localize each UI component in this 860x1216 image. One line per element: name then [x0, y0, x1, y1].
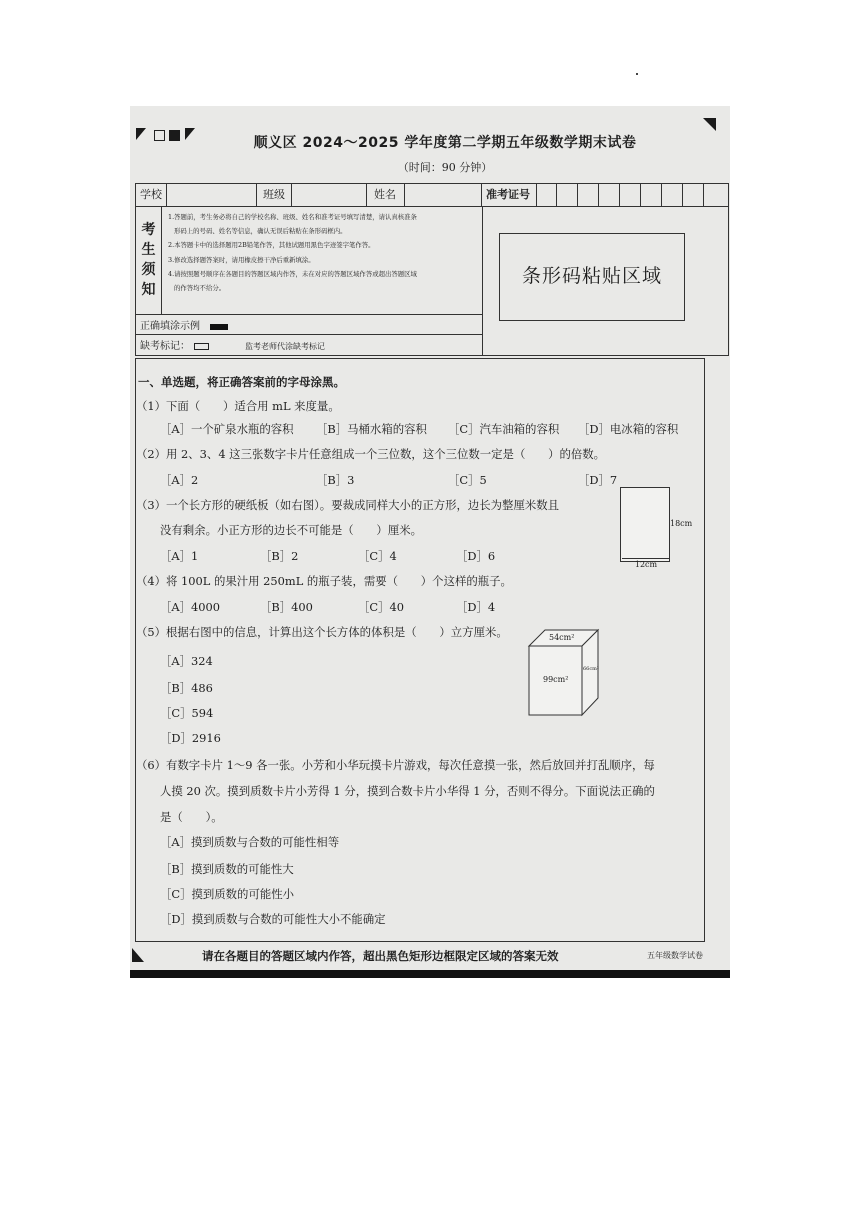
stray-dot — [636, 73, 638, 75]
q3-stem-1: （3）一个长方形的硬纸板（如右图）。要裁成同样大小的正方形，边长为整厘米数且 — [136, 498, 560, 512]
q6-line-2: 人摸 20 次。摸到质数卡片小芳得 1 分，摸到合数卡片小华得 1 分，否则不得分。下面说法正确的 — [160, 784, 655, 798]
absent-box-icon — [194, 343, 209, 350]
q2-option-d: ［D］7 — [578, 473, 618, 487]
q5-stem: （5）根据右图中的信息，计算出这个长方体的体积是（ ）立方厘米。 — [136, 625, 508, 639]
notice-text: 1.答题前，考生务必将自己的学校名称、班级、姓名和准考证号填写清楚，请认真核准条 形码上的号码、姓名等信息，确认无误后粘贴在条形码框内。 2.本答题卡中的选择题用2B铅笔作答，其他试题用黑色字迹签字笔作答。 3.修改选择题答案时，请用橡皮擦干净后重新填涂。 4.请按照题号顺序在各题目的答题区域内作答，未在对应的答题区域作答或超出答题区域 的作答均不给分。 — [168, 213, 417, 293]
fill-example: 正确填涂示例 — [140, 317, 228, 332]
class-label: 班级 — [263, 188, 285, 201]
cuboid-front-label: 99cm² — [543, 675, 569, 684]
bottom-edge-bar — [130, 970, 730, 978]
notice-label: 考 生 须 知 — [136, 206, 162, 314]
q1-stem: （1）下面（ ）适合用 mL 来度量。 — [136, 399, 340, 413]
info-table — [135, 183, 729, 356]
q5-option-d: ［D］2916 — [160, 731, 221, 745]
q1-option-a: ［A］一个矿泉水瓶的容积 — [160, 422, 294, 436]
q6-option-d: ［D］摸到质数与合数的可能性大小不能确定 — [160, 912, 386, 926]
q3-option-d: ［D］6 — [456, 549, 496, 563]
q6-line-1: （6）有数字卡片 1～9 各一张。小芳和小华玩摸卡片游戏，每次任意摸一张，然后放回并打乱顺序，每 — [136, 758, 655, 772]
exam-time: （时间：90 分钟） — [397, 161, 493, 174]
exam-title: 顺义区 2024～2025 学年度第二学期五年级数学期末试卷 — [253, 135, 637, 151]
name-label: 姓名 — [374, 188, 396, 201]
q3-stem-2: 没有剩余。小正方形的边长不可能是（ ）厘米。 — [160, 523, 422, 537]
q6-option-a: ［A］摸到质数与合数的可能性相等 — [160, 835, 340, 849]
q6-option-b: ［B］摸到质数的可能性大 — [160, 862, 294, 876]
barcode-area: 条形码粘贴区域 — [499, 233, 685, 321]
q5-option-b: ［B］486 — [160, 681, 213, 695]
cuboid-side-label: 66cm² — [583, 666, 599, 672]
cuboid-top-label: 54cm² — [549, 633, 575, 642]
filled-mark-icon — [210, 324, 228, 330]
q1-option-c: ［C］汽车油箱的容积 — [448, 422, 560, 436]
school-label: 学校 — [140, 188, 162, 201]
q2-stem: （2）用 2、3、4 这三张数字卡片任意组成一个三位数，这个三位数一定是（ ）的倍数。 — [136, 447, 606, 461]
absent-mark: 缺考标记： 监考老师代涂缺考标记 — [140, 341, 325, 352]
q3-option-a: ［A］1 — [160, 549, 199, 563]
q6-line-3: 是（ ）。 — [160, 810, 223, 824]
rectangle-figure — [620, 487, 670, 562]
q4-option-b: ［B］400 — [260, 600, 313, 614]
q2-option-b: ［B］3 — [316, 473, 355, 487]
corner-mark-icon — [703, 118, 716, 131]
q5-option-c: ［C］594 — [160, 706, 214, 720]
q1-option-b: ［B］马桶水箱的容积 — [316, 422, 427, 436]
q3-option-c: ［C］4 — [358, 549, 397, 563]
exam-id-label: 准考证号 — [486, 188, 530, 201]
q2-option-c: ［C］5 — [448, 473, 487, 487]
q4-option-c: ［C］40 — [358, 600, 404, 614]
rect-height-label: 18cm — [670, 519, 693, 528]
exam-sheet — [130, 106, 730, 978]
q4-option-a: ［A］4000 — [160, 600, 220, 614]
q3-option-b: ［B］2 — [260, 549, 299, 563]
q6-option-c: ［C］摸到质数的可能性小 — [160, 887, 295, 901]
q1-option-d: ［D］电冰箱的容积 — [578, 422, 679, 436]
info-row — [136, 184, 728, 207]
corner-mark-icon — [132, 948, 144, 962]
q4-stem: （4）将 100L 的果汁用 250mL 的瓶子装，需要（ ）个这样的瓶子。 — [136, 574, 512, 588]
q4-option-d: ［D］4 — [456, 600, 496, 614]
section-title: 一、单选题，将正确答案前的字母涂黑。 — [138, 375, 345, 389]
footer-warning: 请在各题目的答题区域内作答，超出黑色矩形边框限定区域的答案无效 — [202, 949, 559, 963]
footer-subject: 五年级数学试卷 — [647, 951, 703, 960]
q2-option-a: ［A］2 — [160, 473, 199, 487]
rect-width-label: 12cm — [622, 558, 670, 569]
q5-option-a: ［A］324 — [160, 654, 213, 668]
